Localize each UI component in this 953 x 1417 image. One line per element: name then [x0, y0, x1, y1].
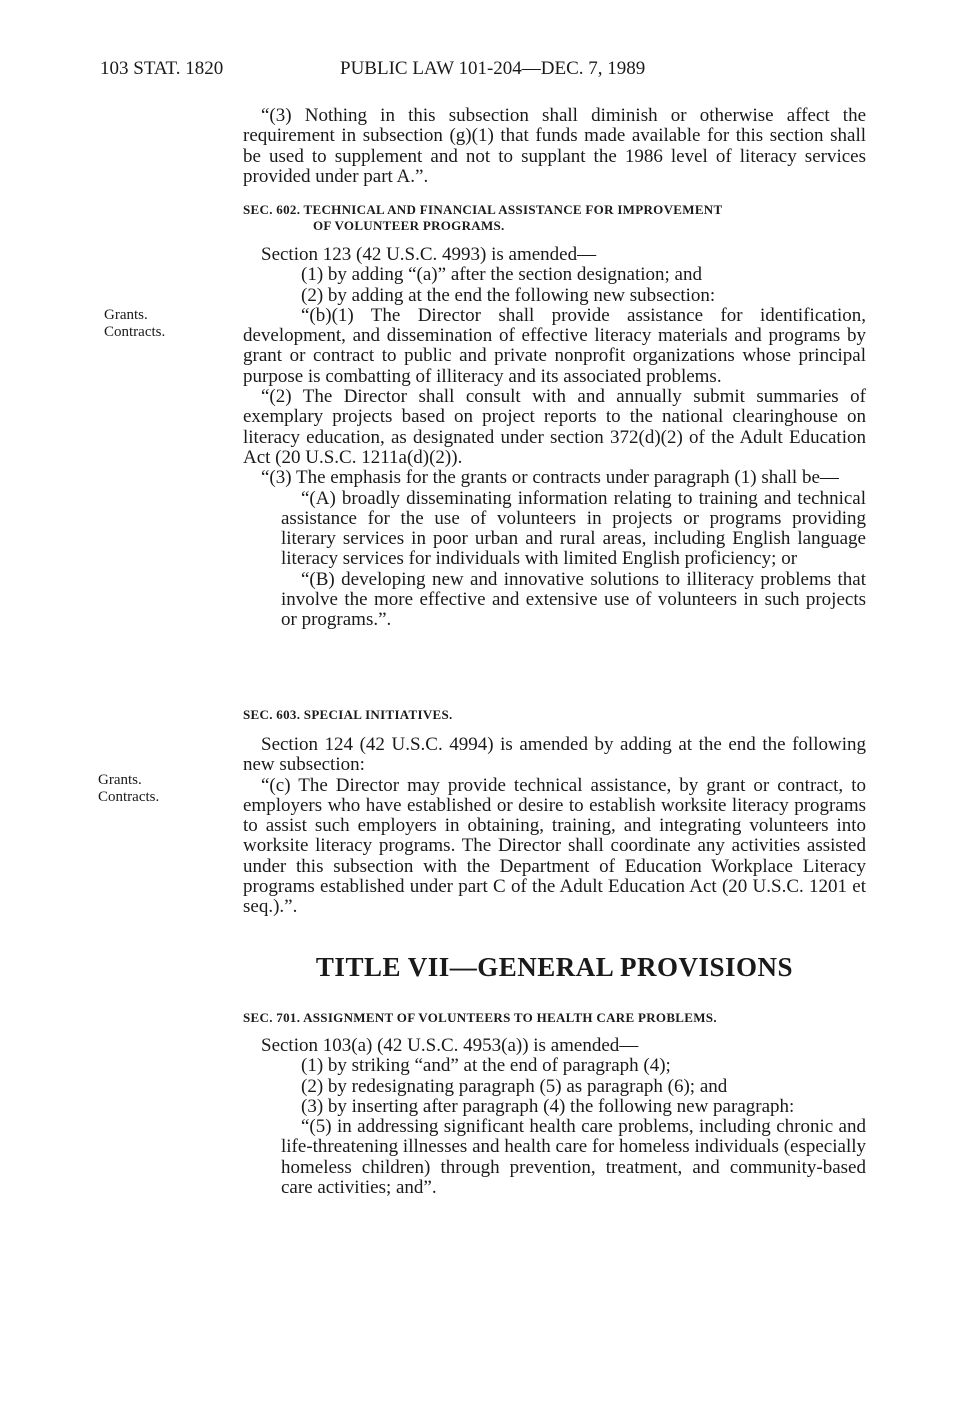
section-heading-line: OF VOLUNTEER PROGRAMS.	[313, 218, 505, 233]
margin-note-line: Grants.	[104, 307, 148, 323]
subparagraph: “(5) in addressing significant health care problems, including chronic and life-threatening illnesses and health care for homeless individuals (especially homeless children) through prevention, treatment, and community-based care activities; and”.	[281, 1116, 866, 1199]
paragraph: Section 103(a) (42 U.S.C. 4953(a)) is amended—	[261, 1035, 639, 1056]
statute-page-number: 103 STAT. 1820	[100, 58, 224, 79]
section-heading	[243, 202, 866, 234]
section-701	[243, 1010, 866, 1198]
margin-note-line: Grants.	[98, 772, 142, 788]
paragraph: “(2) The Director shall consult with and annually submit summaries of exemplary projects based on project reports to the national clearinghouse on literacy education, as designated under section 372(d)(2) of the Adult Education Act (20 U.S.C. 1211a(d)(2)).	[243, 386, 866, 468]
subparagraph: “(A) broadly disseminating information relating to training and technical assistance for the use of volunteers in projects or programs providing literary services in poor urban and rural areas, including English language literacy services for individuals with limited English proficiency; or	[281, 487, 866, 570]
paragraph: “(3) Nothing in this subsection shall diminish or otherwise affect the requirement in subsection (g)(1) that funds made available for this section shall be used to supplement and not to supplant the 1986 level of literacy services provided under part A.”.	[243, 105, 866, 187]
paragraph: “(c) The Director may provide technical assistance, by grant or contract, to employers who have established or desire to establish worksite literacy programs to assist such employers in obtaining, training, and integrating volunteers into worksite literacy programs. The Director shall coordinate any activities assisted under this subsection with the Department of Education Workplace Literacy programs established under part C of the Adult Education Act (20 U.S.C. 1201 et seq.).”.	[243, 774, 866, 918]
section-heading: SEC. 603. SPECIAL INITIATIVES.	[243, 707, 453, 722]
list-item: (1) by adding “(a)” after the section designation; and	[301, 264, 702, 286]
paragraph: “(3) The emphasis for the grants or contracts under paragraph (1) shall be—	[261, 467, 839, 489]
public-law-title: PUBLIC LAW 101-204—DEC. 7, 1989	[340, 58, 646, 79]
list-item: (2) by adding at the end the following new subsection:	[301, 284, 716, 306]
section-heading: SEC. 701. ASSIGNMENT OF VOLUNTEERS TO HEALTH CARE PROBLEMS.	[243, 1010, 717, 1025]
margin-note-line: Contracts.	[104, 324, 166, 340]
section-603	[243, 707, 866, 918]
title-heading: TITLE VII—GENERAL PROVISIONS	[315, 952, 794, 982]
paragraph-block-1	[243, 106, 866, 187]
section-602	[243, 202, 866, 631]
list-item: (2) by redesignating paragraph (5) as paragraph (6); and	[301, 1075, 728, 1097]
margin-note-grants-contracts	[98, 772, 159, 806]
paragraph: “(b)(1) The Director shall provide assistance for identification, development, and dissemination of effective literacy materials and programs by grant or contract to public and private nonprofit organizations whose principal purpose is combatting of illiteracy and its associated problems.	[243, 304, 866, 387]
paragraph: Section 123 (42 U.S.C. 4993) is amended—	[261, 244, 597, 265]
list-item: (1) by striking “and” at the end of paragraph (4);	[301, 1055, 671, 1077]
section-heading-line: SEC. 602. TECHNICAL AND FINANCIAL ASSISTANCE FOR IMPROVEMENT	[243, 202, 723, 217]
margin-note-grants-contracts	[104, 307, 165, 341]
paragraph: Section 124 (42 U.S.C. 4994) is amended by adding at the end the following new subsection:	[243, 734, 866, 776]
margin-note-line: Contracts.	[98, 789, 160, 805]
subparagraph: “(B) developing new and innovative solutions to illiteracy problems that involve the more effective and extensive use of volunteers in such projects or programs.”.	[281, 568, 866, 631]
page-header	[100, 58, 860, 88]
list-item: (3) by inserting after paragraph (4) the following new paragraph:	[301, 1095, 795, 1117]
